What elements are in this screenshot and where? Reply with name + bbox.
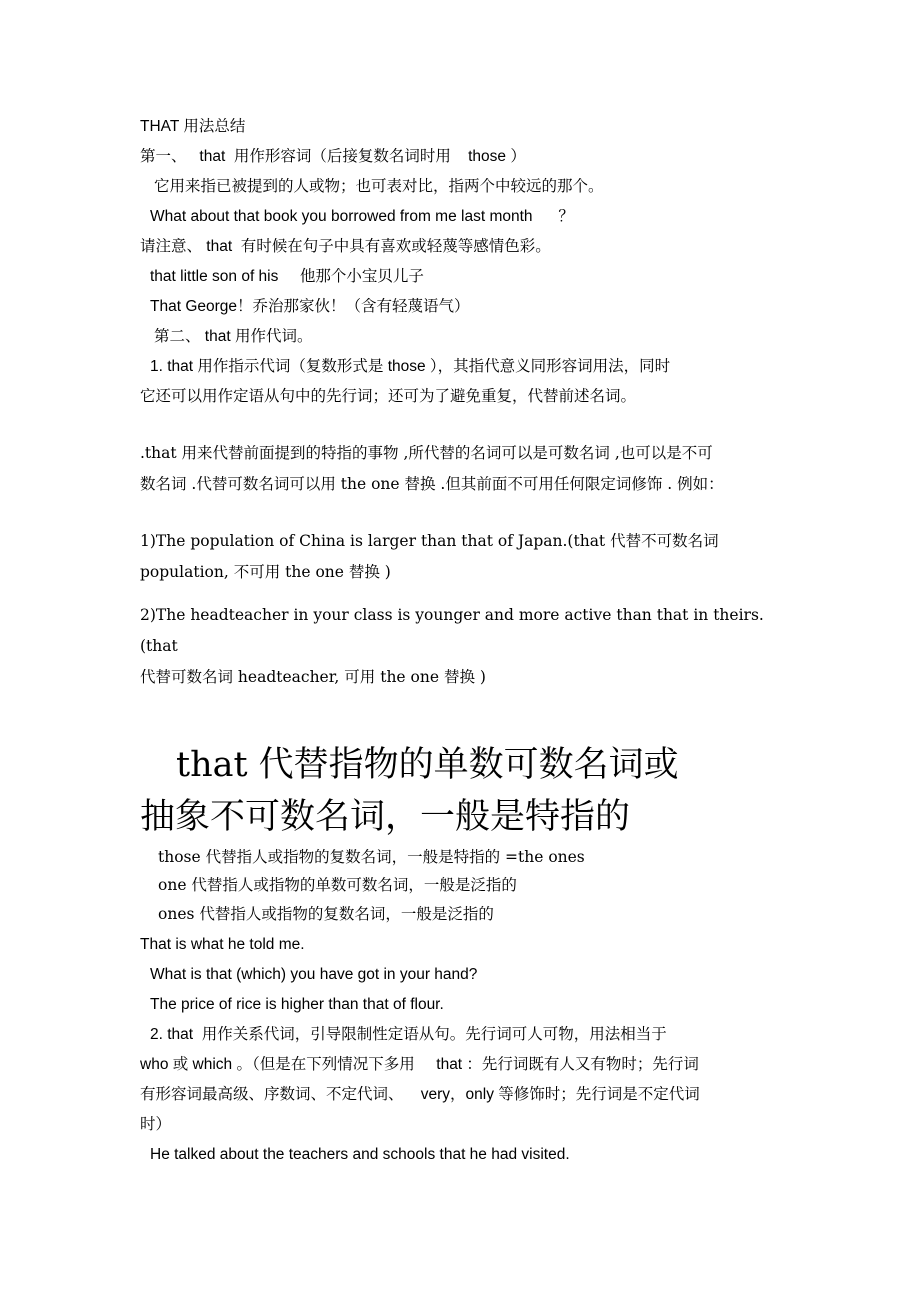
doc-line: 第二、 that 用作代词。: [154, 328, 313, 345]
doc-line: ones 代替指人或指物的复数名词，一般是泛指的: [158, 905, 494, 923]
doc-line: He talked about the teachers and schools that he had visited.: [150, 1146, 570, 1163]
doc-line: THAT 用法总结: [140, 118, 246, 135]
doc-line: 1)The population of China is larger than that of Japan.(that 代替不可数名词: [140, 532, 719, 550]
doc-line: 2)The headteacher in your class is younger and more active than that in theirs.(that: [140, 606, 764, 655]
doc-line: The price of rice is higher than that of flour.: [150, 996, 444, 1013]
doc-heading: that 代替指物的单数可数名词或: [176, 745, 679, 785]
paragraph-gap: [140, 500, 775, 526]
doc-line: that little son of his 他那个小宝贝儿子: [150, 268, 424, 285]
paragraph-gap: [140, 412, 775, 438]
doc-line: 它用来指已被提到的人或物；也可表对比，指两个中较远的那个。: [154, 178, 604, 195]
doc-line: 时）: [140, 1116, 172, 1133]
doc-line: That George！乔治那家伙！（含有轻蔑语气）: [150, 298, 470, 315]
doc-line: .that 用来代替前面提到的特指的事物 ,所代替的名词可以是可数名词 ,也可以是不可: [140, 444, 713, 462]
doc-line: who 或 which 。（但是在下列情况下多用 that ：先行词既有人又有物时；先行词: [140, 1056, 699, 1073]
doc-line: 有形容词最高级、序数词、不定代词、 very，only 等修饰时；先行词是不定代词: [140, 1086, 700, 1103]
doc-line: one 代替指人或指物的单数可数名词，一般是泛指的: [158, 876, 517, 894]
doc-line: 2. that 用作关系代词，引导限制性定语从句。先行词可人可物，用法相当于: [150, 1026, 667, 1043]
doc-line: those 代替指人或指物的复数名词，一般是特指的 =the ones: [158, 848, 585, 866]
doc-line: That is what he told me.: [140, 936, 305, 953]
doc-line: 它还可以用作定语从句中的先行词；还可为了避免重复，代替前述名词。: [140, 388, 637, 405]
doc-line: 1. that 用作指示代词（复数形式是 those ），其指代意义同形容词用法，同时: [150, 358, 671, 375]
paragraph-gap: [140, 693, 775, 739]
doc-line: What is that (which) you have got in your hand?: [150, 966, 478, 983]
doc-line: 第一、 that 用作形容词（后接复数名词时用 those ）: [140, 148, 526, 165]
doc-line: population, 不可用 the one 替换 ): [140, 563, 391, 581]
doc-line: 代替可数名词 headteacher, 可用 the one 替换 ): [140, 668, 486, 686]
doc-line: 请注意、 that 有时候在句子中具有喜欢或轻蔑等感情色彩。: [140, 238, 551, 255]
doc-heading: 抽象不可数名词，一般是特指的: [140, 797, 631, 837]
doc-line: 数名词 .代替可数名词可以用 the one 替换 .但其前面不可用任何限定词修饰 . 例如：: [140, 475, 724, 493]
paragraph-gap: [140, 588, 775, 600]
doc-line: What about that book you borrowed from me last month ？: [150, 208, 574, 225]
